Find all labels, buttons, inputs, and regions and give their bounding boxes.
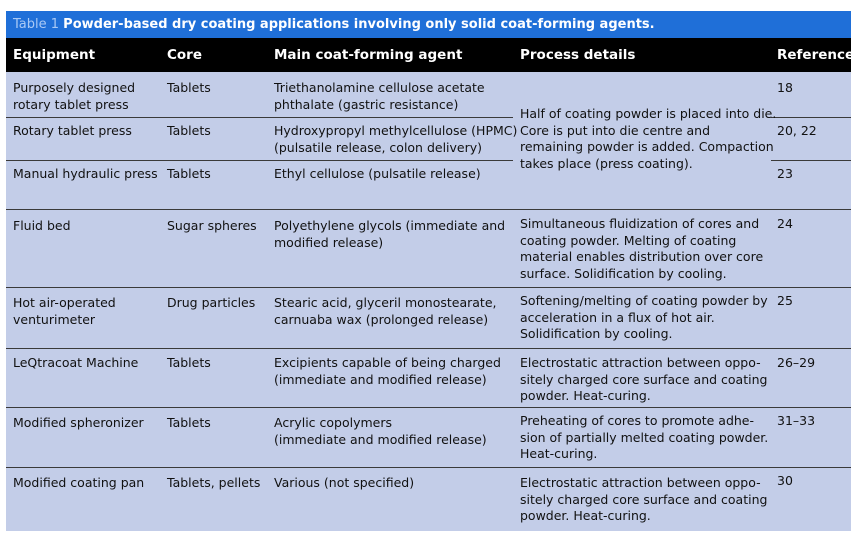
cell-process: Softening/melting of coating powder by acceleration in a flux of hot air. Solidification by cooling.	[520, 293, 768, 341]
cell-equipment: Hot air-operated venturimeter	[13, 295, 116, 327]
cell-equipment: Fluid bed	[13, 218, 71, 233]
cell-equipment: Purposely designed rotary tablet press	[13, 80, 136, 112]
cell-agent: Ethyl cellulose (pulsatile release)	[274, 166, 481, 181]
cell-core: Sugar spheres	[167, 218, 257, 233]
table-header	[6, 38, 855, 72]
cell-agent: Hydroxypropyl methylcellulose (HPMC) (pulsatile release, colon delivery)	[274, 123, 518, 155]
cell-agent: Triethanolamine cellulose acetate phthalate (gastric resistance)	[274, 80, 485, 112]
cell-process: Preheating of cores to promote adhe- sion of partially melted coating powder. Heat-curing.	[520, 413, 769, 461]
column-header-process: Process details	[520, 47, 636, 63]
cell-core: Drug particles	[167, 295, 256, 310]
cell-reference: 26–29	[777, 355, 816, 370]
cell-equipment: LeQtracoat Machine	[13, 355, 139, 370]
cell-core: Tablets	[167, 166, 211, 181]
cell-agent: Excipients capable of being charged (immediate and modified release)	[274, 355, 501, 387]
cell-reference: 31–33	[777, 413, 816, 428]
column-header-agent: Main coat-forming agent	[274, 47, 463, 63]
cell-core: Tablets, pellets	[167, 475, 261, 490]
column-header-equipment: Equipment	[13, 47, 96, 63]
cell-core: Tablets	[167, 123, 211, 138]
row-divider	[6, 467, 851, 468]
cell-reference: 30	[777, 473, 793, 488]
cell-reference: 25	[777, 293, 793, 308]
cell-agent: Stearic acid, glyceril monostearate, carnuaba wax (prolonged release)	[274, 295, 497, 327]
row-divider	[6, 407, 851, 408]
cell-core: Tablets	[167, 415, 211, 430]
cell-equipment: Manual hydraulic press	[13, 166, 158, 181]
cell-agent: Acrylic copolymers (immediate and modified release)	[274, 415, 487, 447]
cell-process: Simultaneous fluidization of cores and coating powder. Melting of coating material enables distribution over core surface. Solidification by cooling.	[520, 216, 764, 281]
table-number: Table 1	[13, 17, 60, 32]
table-caption	[6, 11, 851, 38]
cell-reference: 20, 22	[777, 123, 817, 138]
cell-reference: 18	[777, 80, 793, 95]
row-divider	[6, 160, 513, 161]
row-divider	[771, 117, 851, 118]
cell-reference: 23	[777, 166, 793, 181]
cell-reference: 24	[777, 216, 793, 231]
cell-process: Electrostatic attraction between oppo- sitely charged core surface and coating powder. Heat-curing.	[520, 355, 768, 403]
table-title: Powder-based dry coating applications involving only solid coat-forming agents.	[63, 17, 655, 32]
cell-agent: Polyethylene glycols (immediate and modified release)	[274, 218, 506, 250]
column-header-core: Core	[167, 47, 202, 63]
cell-equipment: Modified coating pan	[13, 475, 145, 490]
cell-equipment: Modified spheronizer	[13, 415, 144, 430]
cell-process-merged: Half of coating powder is placed into die. Core is put into die centre and remaining powder is added. Compaction takes place (press coating).	[520, 106, 777, 171]
column-header-reference: Reference	[777, 47, 855, 63]
cell-process: Electrostatic attraction between oppo- sitely charged core surface and coating powder. Heat-curing.	[520, 475, 768, 523]
cell-core: Tablets	[167, 80, 211, 95]
row-divider	[6, 209, 851, 210]
row-divider	[6, 117, 513, 118]
row-divider	[771, 160, 851, 161]
cell-equipment: Rotary tablet press	[13, 123, 132, 138]
row-divider	[6, 348, 851, 349]
cell-agent: Various (not specified)	[274, 475, 415, 490]
row-divider	[6, 287, 851, 288]
cell-core: Tablets	[167, 355, 211, 370]
